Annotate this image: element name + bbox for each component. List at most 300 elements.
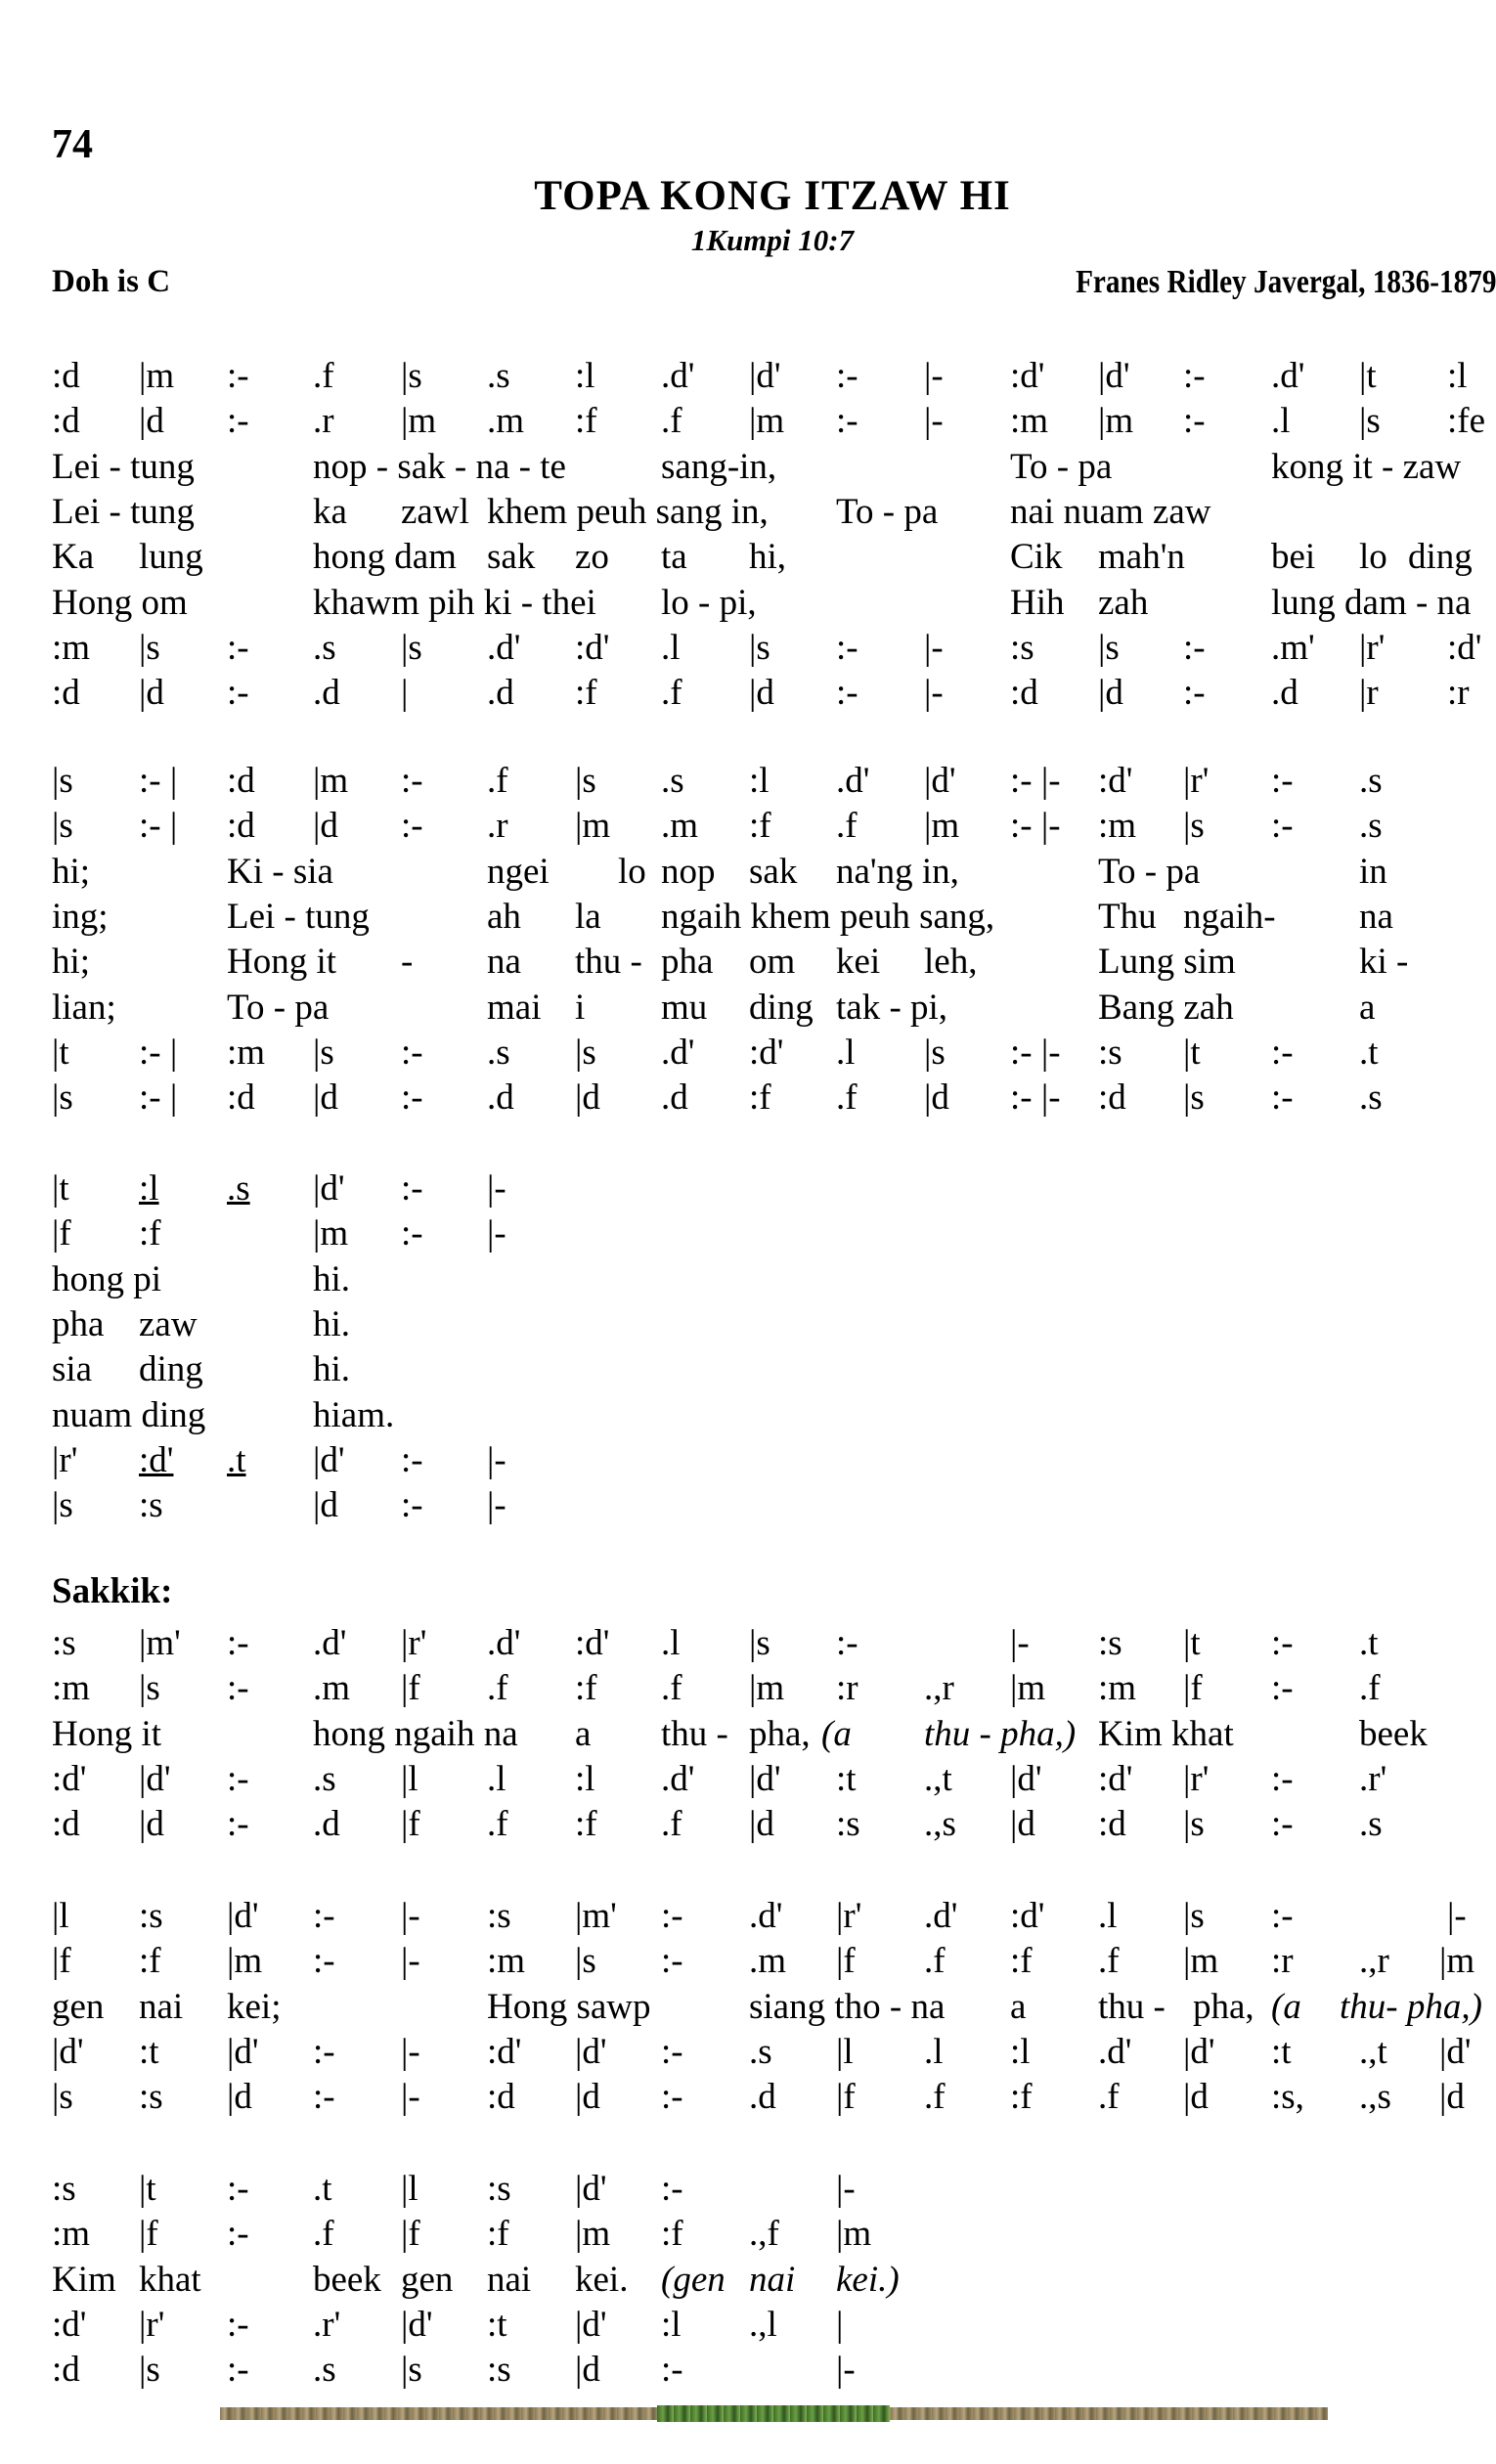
lyric-word: nuam ding — [52, 1394, 206, 1435]
solfa-note: .d — [313, 1804, 340, 1845]
solfa-note: :- |- — [1010, 1078, 1061, 1119]
solfa-note: .f — [487, 761, 508, 801]
solfa-note: :- — [1183, 627, 1206, 668]
solfa-note: .,t — [924, 1758, 952, 1799]
lyric-word: kei. — [575, 2259, 629, 2300]
solfa-note: .s — [1359, 806, 1383, 847]
solfa-note: :f — [575, 1804, 597, 1845]
lyric-word: ding — [1408, 537, 1473, 578]
solfa-note: |m — [1010, 1668, 1046, 1709]
solfa-note: .,r — [1359, 1941, 1389, 1982]
solfa-note: :- — [836, 627, 858, 668]
lyric-word: mu — [661, 987, 708, 1028]
solfa-note: .r' — [313, 2304, 341, 2345]
solfa-note: :- — [227, 1804, 249, 1845]
solfa-note: .l — [661, 627, 681, 668]
solfa-note: :f — [139, 1213, 161, 1254]
solfa-note: .,r — [924, 1668, 954, 1709]
solfa-note: .f — [487, 1668, 508, 1709]
solfa-note: |s — [575, 761, 596, 801]
lyric-word: beek — [1359, 1713, 1428, 1754]
solfa-note: |s — [1183, 1896, 1205, 1936]
solfa-note: :- — [227, 2214, 249, 2255]
solfa-note: |d — [313, 806, 338, 847]
solfa-note: :s — [1010, 627, 1034, 668]
solfa-note: |d' — [1098, 356, 1130, 396]
solfa-note: .f — [924, 2077, 946, 2118]
lyric-word: hi. — [313, 1303, 351, 1344]
solfa-note: .l — [1271, 401, 1291, 442]
solfa-note: :- — [1183, 673, 1206, 714]
lyric-word: khem peuh sang in, — [487, 491, 769, 532]
solfa-note: |d — [1010, 1804, 1035, 1845]
lyric-word: mah'n — [1098, 537, 1185, 578]
solfa-note: :f — [1010, 1941, 1033, 1982]
solfa-note: .t — [1359, 1623, 1379, 1663]
solfa-note: :d — [227, 761, 255, 801]
lyric-word: bei — [1271, 537, 1316, 578]
solfa-note: :- | — [139, 1032, 178, 1073]
lyric-word: kei.) — [836, 2259, 900, 2300]
solfa-note: :f — [575, 401, 597, 442]
solfa-note: :- — [661, 2031, 683, 2072]
solfa-note: :- | — [139, 1078, 178, 1119]
solfa-note: .s — [313, 627, 336, 668]
solfa-note: |- — [487, 1485, 506, 1526]
solfa-note: :l — [139, 1168, 159, 1209]
solfa-note: :d — [227, 806, 255, 847]
solfa-note: :- — [401, 1213, 423, 1254]
solfa-note: :- — [227, 1623, 249, 1663]
solfa-note: |s — [1098, 627, 1120, 668]
solfa-note: .f — [1098, 1941, 1120, 1982]
lyric-word: sak — [749, 851, 798, 892]
lyric-word: na — [1359, 896, 1393, 937]
lyric-word: hi. — [313, 1349, 351, 1390]
lyric-word: nop — [661, 851, 716, 892]
solfa-note: :d' — [575, 1623, 610, 1663]
solfa-note: :d — [227, 1078, 255, 1119]
scripture-reference: 1Kumpi 10:7 — [690, 223, 855, 257]
solfa-note: :s — [1098, 1032, 1122, 1073]
solfa-note: :m — [52, 1668, 91, 1709]
solfa-note: .d' — [487, 1623, 521, 1663]
solfa-note: :d — [1098, 1078, 1126, 1119]
solfa-note: |t — [1359, 356, 1377, 396]
solfa-note: :m — [52, 2214, 91, 2255]
lyric-word: zo — [575, 537, 609, 578]
solfa-note: .s — [1359, 1804, 1383, 1845]
solfa-note: .l — [1098, 1896, 1118, 1936]
solfa-note: :m — [52, 627, 91, 668]
solfa-note: |l — [401, 2169, 418, 2209]
lyric-word: in — [1359, 851, 1387, 892]
solfa-note: .s — [227, 1168, 250, 1209]
solfa-note: :- — [313, 2077, 335, 2118]
solfa-note: .l — [487, 1758, 506, 1799]
solfa-note: :l — [749, 761, 770, 801]
solfa-note: :- — [661, 2350, 683, 2391]
solfa-note: |d' — [227, 1896, 259, 1936]
solfa-note: |m — [749, 401, 785, 442]
solfa-note: :- — [836, 673, 858, 714]
solfa-note: |- — [487, 1213, 506, 1254]
solfa-note: .d' — [749, 1896, 783, 1936]
lyric-word: hi. — [313, 1258, 351, 1299]
lyric-word: (gen — [661, 2259, 726, 2300]
solfa-note: |t — [52, 1168, 69, 1209]
solfa-note: :r — [1447, 673, 1470, 714]
solfa-note: |d' — [749, 356, 781, 396]
solfa-note: |- — [401, 2031, 420, 2072]
solfa-note: :r — [1271, 1941, 1294, 1982]
solfa-note: |r — [1359, 673, 1379, 714]
solfa-note: .d — [313, 673, 340, 714]
solfa-note: |m — [1183, 1941, 1219, 1982]
solfa-note: |s — [1183, 1078, 1205, 1119]
solfa-note: :f — [487, 2214, 509, 2255]
lyric-word: thu - pha,) — [924, 1713, 1077, 1754]
lyric-word: hong pi — [52, 1258, 162, 1299]
solfa-note: |s — [52, 1078, 73, 1119]
decorative-leaf-ornament — [657, 2405, 890, 2422]
lyric-word: Hong it — [227, 942, 337, 983]
solfa-note: |m — [1098, 401, 1134, 442]
solfa-note: |f — [1183, 1668, 1203, 1709]
solfa-note: |s — [139, 627, 160, 668]
solfa-note: |d' — [1439, 2031, 1472, 2072]
solfa-note: :d — [1098, 1804, 1126, 1845]
solfa-note: |s — [1183, 806, 1205, 847]
lyric-word: To - pa — [836, 491, 939, 532]
lyric-word: i — [575, 987, 586, 1028]
key-signature: Doh is C — [52, 264, 171, 299]
solfa-note: :s — [52, 2169, 76, 2209]
author-credit: Franes Ridley Javergal, 1836-1879 — [1075, 264, 1496, 300]
solfa-note: :s — [1098, 1623, 1122, 1663]
solfa-note: .d' — [1098, 2031, 1132, 2072]
solfa-note: :- — [1271, 806, 1294, 847]
solfa-note: :- — [1271, 1804, 1294, 1845]
lyric-word: lung — [139, 537, 203, 578]
solfa-note: |f — [836, 2077, 856, 2118]
lyric-word: hong ngaih na — [313, 1713, 518, 1754]
solfa-note: |d' — [313, 1439, 345, 1480]
solfa-note: :f — [1010, 2077, 1033, 2118]
solfa-note: .d — [661, 1078, 688, 1119]
solfa-note: :- — [227, 673, 249, 714]
solfa-note: .d' — [836, 761, 870, 801]
lyric-word: nai — [487, 2259, 532, 2300]
solfa-note: :f — [749, 1078, 771, 1119]
solfa-note: |d' — [749, 1758, 781, 1799]
solfa-note: |d — [924, 1078, 949, 1119]
solfa-note: |s — [1183, 1804, 1205, 1845]
lyric-word: thu- pha,) — [1340, 1986, 1482, 2027]
solfa-note: |d — [1439, 2077, 1465, 2118]
solfa-note: |- — [487, 1439, 506, 1480]
solfa-note: :d' — [52, 1758, 87, 1799]
lyric-word: a — [1359, 987, 1376, 1028]
solfa-note: |d — [575, 2350, 600, 2391]
lyric-word: na — [487, 942, 521, 983]
solfa-note: .s — [313, 1758, 336, 1799]
solfa-note: .,s — [924, 1804, 956, 1845]
solfa-note: |- — [924, 673, 944, 714]
solfa-note: :d' — [52, 2304, 87, 2345]
solfa-note: |- — [1010, 1623, 1030, 1663]
solfa-note: |l — [52, 1896, 69, 1936]
lyric-word: Ki - sia — [227, 851, 333, 892]
solfa-note: |- — [401, 1896, 420, 1936]
solfa-note: |d — [575, 2077, 600, 2118]
lyric-word: (a — [1271, 1986, 1301, 2027]
lyric-word: Cik — [1010, 537, 1063, 578]
solfa-note: :- — [227, 2169, 249, 2209]
lyric-word: Ka — [52, 537, 95, 578]
solfa-note: :d — [52, 356, 80, 396]
solfa-note: |t — [52, 1032, 69, 1073]
solfa-note: :- — [313, 1941, 335, 1982]
solfa-note: .s — [487, 1032, 510, 1073]
lyric-word: hi; — [52, 851, 91, 892]
solfa-note: :- — [661, 2077, 683, 2118]
solfa-note: .m' — [1271, 627, 1315, 668]
solfa-note: :t — [487, 2304, 507, 2345]
solfa-note: :- — [1271, 1758, 1294, 1799]
solfa-note: :d' — [575, 627, 610, 668]
solfa-note: |t — [139, 2169, 156, 2209]
lyric-word: ka — [313, 491, 347, 532]
solfa-note: |f — [139, 2214, 158, 2255]
lyric-word: om — [749, 942, 796, 983]
solfa-note: :- — [1271, 1668, 1294, 1709]
solfa-note: :- — [227, 2304, 249, 2345]
lyric-word: hong dam — [313, 537, 457, 578]
solfa-note: :d' — [1098, 1758, 1133, 1799]
solfa-note: .f — [1359, 1668, 1381, 1709]
solfa-note: :m — [1098, 806, 1137, 847]
solfa-note: :- |- — [1010, 806, 1061, 847]
solfa-note: :- |- — [1010, 1032, 1061, 1073]
solfa-note: :l — [661, 2304, 682, 2345]
solfa-note: | — [836, 2304, 844, 2345]
solfa-note: :l — [575, 356, 595, 396]
solfa-note: :d' — [1098, 761, 1133, 801]
solfa-note: |- — [401, 1941, 420, 1982]
solfa-note: |s — [1359, 401, 1381, 442]
solfa-note: .f — [1098, 2077, 1120, 2118]
solfa-note: :f — [661, 2214, 683, 2255]
lyric-word: ki - — [1359, 942, 1409, 983]
solfa-note: .d' — [487, 627, 521, 668]
solfa-note: :- — [1183, 356, 1206, 396]
solfa-note: |d — [139, 673, 164, 714]
solfa-note: |m — [227, 1941, 263, 1982]
lyric-word: gen — [401, 2259, 454, 2300]
solfa-note: :s, — [1271, 2077, 1304, 2118]
solfa-note: .,t — [1359, 2031, 1387, 2072]
solfa-note: |m — [575, 806, 611, 847]
solfa-note: |d' — [575, 2031, 607, 2072]
solfa-note: |s — [575, 1941, 596, 1982]
lyric-word: pha, — [749, 1713, 811, 1754]
solfa-note: |d' — [52, 2031, 84, 2072]
lyric-word: Lei - tung — [52, 446, 195, 487]
solfa-note: |d — [1098, 673, 1123, 714]
solfa-note: .f — [661, 1668, 682, 1709]
lyric-word: Hong sawp — [487, 1986, 651, 2027]
lyric-word: khawm pih ki - thei — [313, 582, 596, 623]
solfa-note: |s — [401, 2350, 422, 2391]
solfa-note: :t — [1271, 2031, 1292, 2072]
lyric-word: la — [575, 896, 601, 937]
solfa-note: .d — [487, 1078, 514, 1119]
lyric-word: Kim — [52, 2259, 116, 2300]
solfa-note: |r' — [139, 2304, 165, 2345]
solfa-note: .d — [1271, 673, 1298, 714]
solfa-note: .m — [313, 1668, 351, 1709]
solfa-note: .f — [487, 1804, 508, 1845]
solfa-note: :- — [1183, 401, 1206, 442]
solfa-note: :f — [575, 1668, 597, 1709]
solfa-note: .d — [487, 673, 514, 714]
solfa-note: :d — [52, 2350, 80, 2391]
lyric-word: leh, — [924, 942, 978, 983]
lyric-word: Lei - tung — [52, 491, 195, 532]
solfa-note: .f — [661, 401, 682, 442]
solfa-note: :d' — [487, 2031, 522, 2072]
solfa-note: :- — [836, 1623, 858, 1663]
solfa-note: |s — [52, 2077, 73, 2118]
lyric-word: hi, — [749, 537, 787, 578]
solfa-note: :d — [1010, 673, 1038, 714]
lyric-word: kei — [836, 942, 881, 983]
chorus-heading: Sakkik: — [52, 1571, 173, 1611]
solfa-note: |d — [749, 673, 774, 714]
solfa-note: |f — [401, 1668, 420, 1709]
solfa-note: :s — [139, 1485, 163, 1526]
solfa-note: :m — [1010, 401, 1049, 442]
solfa-note: :m — [1098, 1668, 1137, 1709]
solfa-note: |t — [1183, 1623, 1201, 1663]
solfa-note: :d — [487, 2077, 515, 2118]
lyric-word: zaw — [139, 1303, 198, 1344]
lyric-word: ngaih khem peuh sang, — [661, 896, 995, 937]
solfa-note: .f — [313, 2214, 334, 2255]
solfa-note: .d' — [313, 1623, 347, 1663]
lyric-word: Hong om — [52, 582, 188, 623]
solfa-note: :d' — [1447, 627, 1482, 668]
solfa-note: :d' — [749, 1032, 784, 1073]
solfa-note: .t — [227, 1439, 246, 1480]
lyric-word: sang-in, — [661, 446, 777, 487]
solfa-note: |s — [575, 1032, 596, 1073]
lyric-word: a — [1010, 1986, 1027, 2027]
solfa-note: :- — [1271, 1078, 1294, 1119]
solfa-note: |- — [836, 2169, 856, 2209]
solfa-note: :- — [661, 2169, 683, 2209]
solfa-note: |f — [52, 1941, 71, 1982]
solfa-note: |m' — [575, 1896, 617, 1936]
solfa-note: :l — [1447, 356, 1468, 396]
solfa-note: |s — [52, 761, 73, 801]
lyric-word: siang tho - na — [749, 1986, 946, 2027]
lyric-word: Hong it — [52, 1713, 162, 1754]
solfa-note: :- — [836, 356, 858, 396]
solfa-note: .d' — [924, 1896, 958, 1936]
solfa-note: |m — [575, 2214, 611, 2255]
solfa-note: |d — [139, 1804, 164, 1845]
solfa-note: :f — [749, 806, 771, 847]
solfa-note: :- — [661, 1896, 683, 1936]
lyric-word: lo — [1359, 537, 1387, 578]
solfa-note: :- — [661, 1941, 683, 1982]
solfa-note: :- — [401, 806, 423, 847]
solfa-note: |m — [313, 1213, 349, 1254]
solfa-note: |r' — [52, 1439, 78, 1480]
solfa-note: |d' — [227, 2031, 259, 2072]
lyric-word: zawl — [401, 491, 469, 532]
solfa-note: |r' — [1183, 761, 1210, 801]
solfa-note: :s — [139, 2077, 163, 2118]
solfa-note: |d — [1183, 2077, 1209, 2118]
solfa-note: .s — [749, 2031, 772, 2072]
page-number: 74 — [52, 122, 93, 167]
lyric-word: na'ng in, — [836, 851, 959, 892]
solfa-note: :s — [487, 2169, 511, 2209]
solfa-note: .d' — [661, 356, 695, 396]
solfa-note: |s — [401, 356, 422, 396]
solfa-note: :d — [52, 673, 80, 714]
solfa-note: |f — [401, 1804, 420, 1845]
solfa-note: :- — [227, 356, 249, 396]
solfa-note: |- — [1447, 1896, 1467, 1936]
solfa-note: :- — [313, 2031, 335, 2072]
solfa-note: .s — [313, 2350, 336, 2391]
solfa-note: :d' — [1010, 1896, 1045, 1936]
solfa-note: |m' — [139, 1623, 181, 1663]
solfa-note: .s — [1359, 1078, 1383, 1119]
solfa-note: |s — [313, 1032, 334, 1073]
lyric-word: hiam. — [313, 1394, 395, 1435]
solfa-note: .,l — [749, 2304, 777, 2345]
solfa-note: |l — [836, 2031, 854, 2072]
solfa-note: |d' — [575, 2304, 607, 2345]
solfa-note: :- — [1271, 1623, 1294, 1663]
solfa-note: .m — [749, 1941, 787, 1982]
lyric-word: Lei - tung — [227, 896, 370, 937]
solfa-note: .f — [313, 356, 334, 396]
solfa-note: |f — [401, 2214, 420, 2255]
solfa-note: :d' — [139, 1439, 174, 1480]
lyric-word: khat — [139, 2259, 201, 2300]
solfa-note: |d — [227, 2077, 252, 2118]
solfa-note: :- — [401, 761, 423, 801]
solfa-note: :- |- — [1010, 761, 1061, 801]
lyric-word: mai — [487, 987, 542, 1028]
solfa-note: |d' — [139, 1758, 171, 1799]
solfa-note: .r' — [1359, 1758, 1387, 1799]
solfa-note: |d — [313, 1078, 338, 1119]
solfa-note: |- — [836, 2350, 856, 2391]
solfa-note: :s — [139, 1896, 163, 1936]
lyric-word: To - pa — [1098, 851, 1201, 892]
solfa-note: :t — [139, 2031, 159, 2072]
solfa-note: :s — [836, 1804, 860, 1845]
solfa-note: :- — [1271, 1032, 1294, 1073]
solfa-note: :- — [227, 2350, 249, 2391]
